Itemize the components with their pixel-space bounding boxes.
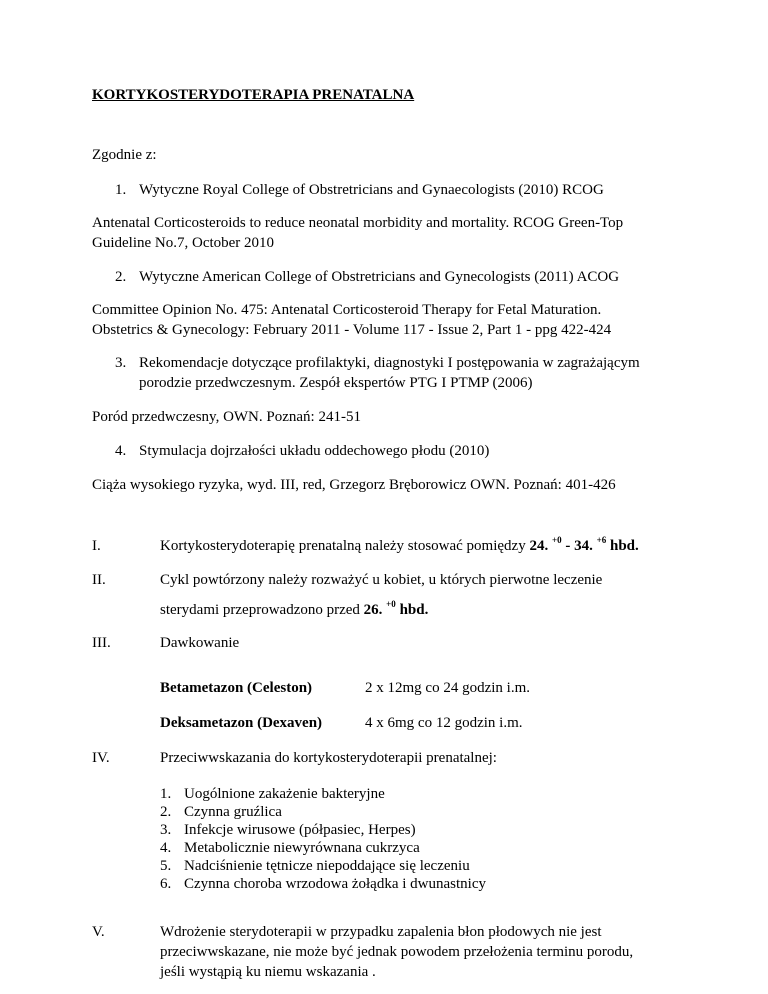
reference-4-number: 4. (115, 443, 127, 459)
reference-2-source-line-1: Committee Opinion No. 475: Antenatal Corticosteroid Therapy for Fetal Maturation. (92, 302, 602, 318)
reference-4-heading: Stymulacja dojrzałości układu oddechowego płodu (2010) (139, 443, 490, 459)
contraindication-4: Metabolicznie niewyrównana cukrzyca (184, 840, 420, 856)
reference-3-heading-line-2: porodzie przedwczesnym. Zespół ekspertów PTG I PTMP (2006) (139, 375, 533, 391)
section-II-week: 26. (363, 602, 383, 618)
reference-2-heading: Wytyczne American College of Obstretricians and Gynecologists (2011) ACOG (139, 269, 620, 285)
reference-2-number: 2. (115, 269, 127, 285)
dosing-dose-1: 2 x 12mg co 24 godzin i.m. (365, 680, 530, 696)
dosing-dose-2: 4 x 6mg co 12 godzin i.m. (365, 715, 523, 731)
section-I-from-week: 24. (529, 538, 549, 554)
dosing-drug-2: Deksametazon (Dexaven) (160, 715, 323, 731)
intro-text: Zgodnie z: (92, 147, 157, 163)
section-V-line-1: Wdrożenie sterydoterapii w przypadku zapalenia błon płodowych nie jest (160, 924, 602, 940)
contraindication-1: Uogólnione zakażenie bakteryjne (184, 786, 385, 802)
reference-3-source-line-1: Poród przedwczesny, OWN. Poznań: 241-51 (92, 409, 361, 425)
reference-2-source-line-2: Obstetrics & Gynecology: February 2011 - Volume 117 - Issue 2, Part 1 - ppg 422-424 (92, 322, 612, 338)
contraindication-5-number: 5. (160, 858, 172, 874)
section-I-number: I. (92, 538, 101, 554)
section-I-text (160, 536, 639, 556)
reference-3-heading-line-1: Rekomendacje dotyczące profilaktyki, diagnostyki I postępowania w zagrażającym (139, 355, 640, 371)
section-III-number: III. (92, 635, 111, 651)
section-II-week-sup: +0 (386, 599, 396, 609)
reference-1-source-line-1: Antenatal Corticosteroids to reduce neonatal morbidity and mortality. RCOG Green-Top (92, 215, 624, 231)
section-V-line-3: jeśli wystąpią ku niemu wskazania . (160, 964, 376, 980)
contraindication-3-number: 3. (160, 822, 172, 838)
section-I-from-sup: +0 (551, 535, 562, 545)
section-IV-heading: Przeciwwskazania do kortykosterydoterapii prenatalnej: (160, 750, 497, 766)
section-IV-number: IV. (92, 750, 110, 766)
reference-3-number: 3. (115, 355, 127, 371)
section-I-dash: - (561, 538, 575, 554)
section-I-lead: Kortykosterydoterapię prenatalną należy stosować pomiędzy (160, 538, 530, 554)
reference-1-heading: Wytyczne Royal College of Obstretricians and Gynaecologists (2010) RCOG (139, 182, 604, 198)
page-title: KORTYKOSTERYDOTERAPIA PRENATALNA (92, 87, 415, 103)
section-II-line-1: Cykl powtórzony należy rozważyć u kobiet, u których pierwotne leczenie (160, 572, 603, 588)
contraindication-3: Infekcje wirusowe (półpasiec, Herpes) (184, 822, 416, 838)
section-I-to-week: 34. (574, 538, 593, 554)
section-II-number: II. (92, 572, 106, 588)
section-II-lead: sterydami przeprowadzono przed (160, 602, 364, 618)
contraindication-2: Czynna gruźlica (184, 804, 282, 820)
contraindication-5: Nadciśnienie tętnicze niepoddające się leczeniu (184, 858, 470, 874)
section-II-line-2 (160, 600, 428, 620)
contraindication-2-number: 2. (160, 804, 172, 820)
reference-1-number: 1. (115, 182, 127, 198)
reference-1-source-line-2: Guideline No.7, October 2010 (92, 235, 275, 251)
contraindication-4-number: 4. (160, 840, 172, 856)
contraindication-1-number: 1. (160, 786, 172, 802)
section-II-unit: hbd. (395, 602, 429, 618)
contraindication-6: Czynna choroba wrzodowa żołądka i dwunastnicy (184, 876, 486, 892)
section-V-number: V. (92, 924, 105, 940)
section-III-heading: Dawkowanie (160, 635, 240, 651)
section-V-line-2: przeciwwskazane, nie może być jednak powodem przełożenia terminu porodu, (160, 944, 634, 960)
section-I-to-sup: +6 (596, 535, 607, 545)
dosing-drug-1: Betametazon (Celeston) (160, 680, 313, 696)
section-I-unit: hbd. (606, 538, 639, 554)
contraindication-6-number: 6. (160, 876, 172, 892)
reference-4-source-line-1: Ciąża wysokiego ryzyka, wyd. III, red, Grzegorz Bręborowicz OWN. Poznań: 401-426 (92, 477, 616, 493)
